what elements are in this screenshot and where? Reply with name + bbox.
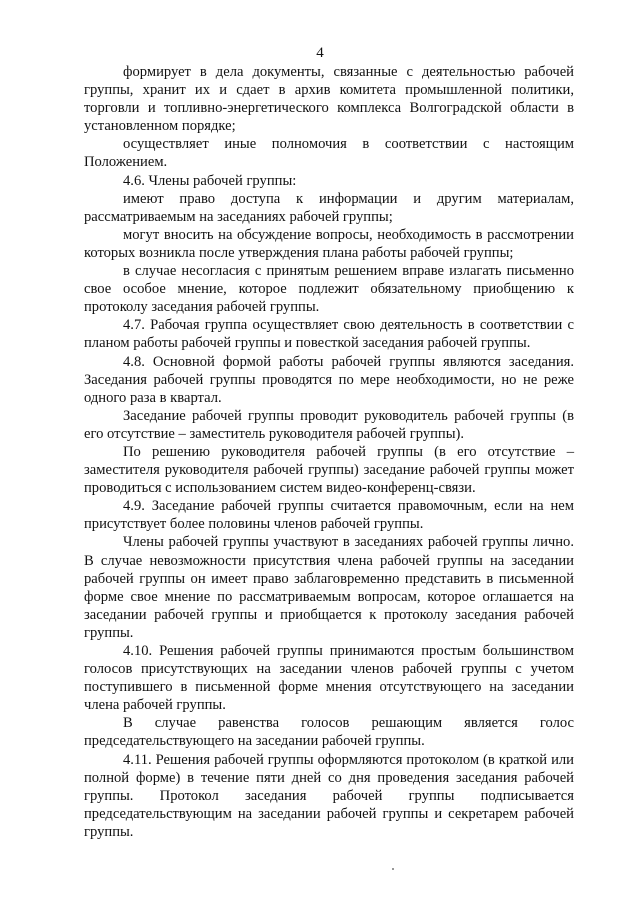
paragraph-video-conference: По решению руководителя рабочей группы (в его отсутствие – заместителя руководителя рабочей группы) заседание рабочей группы может проводиться с использованием систем видео-конференц-связи.: [84, 443, 574, 497]
paragraph-section-4-11: 4.11. Решения рабочей группы оформляются протоколом (в краткой или полной форме) в течение пяти дней со дня проведения заседания рабочей группы. Протокол заседания рабочей группы подписывается председательствующим на заседании рабочей группы и секретарем рабочей группы.: [84, 751, 574, 840]
paragraph-meeting-chair: Заседание рабочей группы проводит руководитель рабочей группы (в его отсутствие – заместитель руководителя рабочей группы).: [84, 407, 574, 442]
paragraph-section-4-10: 4.10. Решения рабочей группы принимаются простым большинством голосов присутствующих на заседании членов рабочей группы с учетом поступившего в письменной форме мнения отсутствующего на заседании члена рабочей группы.: [84, 643, 574, 714]
paragraph-section-4-8: 4.8. Основной формой работы рабочей группы являются заседания. Заседания рабочей группы проводятся по мере необходимости, но не реже одного раза в квартал.: [84, 353, 574, 406]
document-body: [84, 63, 574, 841]
paragraph-secretary-archive: формирует в дела документы, связанные с деятельностью рабочей группы, хранит их и сдает в архив комитета промышленной политики, торговли и топливно-энергетического комплекса Волгоградской области в установленном порядке;: [84, 64, 574, 135]
paragraph-section-4-9: 4.9. Заседание рабочей группы считается правомочным, если на нем присутствует более половины членов рабочей группы.: [84, 498, 574, 533]
paragraph-members-dissent: в случае несогласия с принятым решением вправе излагать письменно свое особое мнение, которое подлежит обязательному приобщению к протоколу заседания рабочей группы.: [84, 263, 574, 316]
paragraph-tie-vote: В случае равенства голосов решающим является голос председательствующего на заседании рабочей группы.: [84, 715, 574, 750]
paragraph-members-propose-issues: могут вносить на обсуждение вопросы, необходимость в рассмотрении которых возникла после утверждения плана работы рабочей группы;: [84, 226, 574, 261]
scan-speck: [392, 868, 394, 870]
paragraph-secretary-other-powers: осуществляет иные полномочия в соответствии с настоящим Положением.: [84, 136, 574, 171]
page-number: 4: [316, 45, 324, 61]
paragraph-section-4-7: 4.7. Рабочая группа осуществляет свою деятельность в соответствии с планом работы рабочей группы и повесткой заседания рабочей группы.: [84, 317, 574, 352]
paragraph-personal-participation: Члены рабочей группы участвуют в заседаниях рабочей группы лично. В случае невозможности присутствия члена рабочей группы на заседании рабочей группы он имеет право заблаговременно представить в письменной форме свое мнение по рассматриваемым вопросам, которое оглашается на заседании рабочей группы и приобщается к протоколу заседания рабочей группы.: [84, 534, 574, 641]
paragraph-members-access-right: имеют право доступа к информации и другим материалам, рассматриваемым на заседаниях рабочей группы;: [84, 190, 574, 225]
paragraph-section-4-6: 4.6. Члены рабочей группы:: [123, 172, 297, 189]
